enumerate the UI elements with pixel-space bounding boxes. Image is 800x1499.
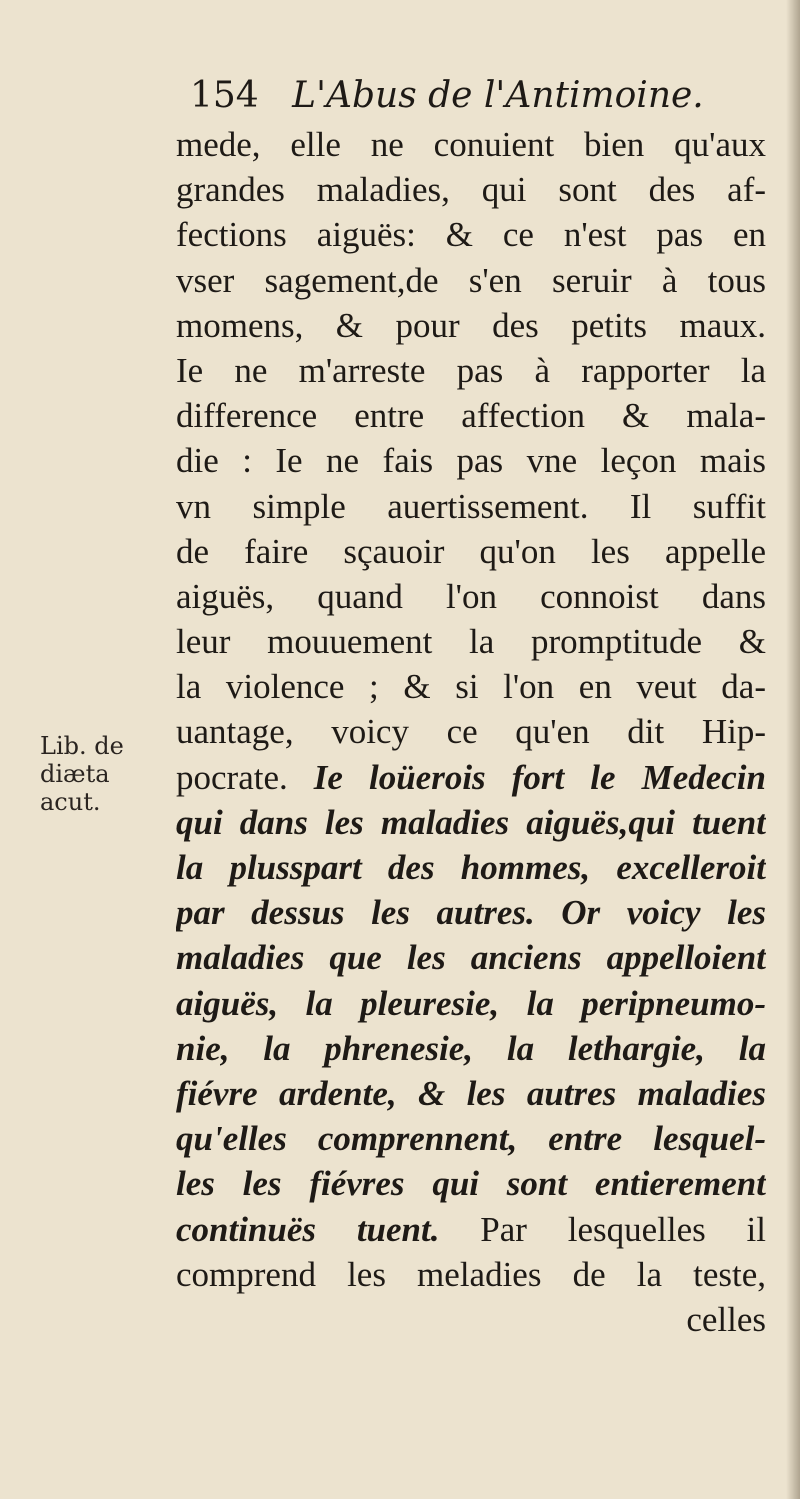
italic-quote-segment: maladies que les anciens appelloient [176,938,766,978]
italic-quote-segment: fiévre ardente, & les autres maladies [176,1073,766,1113]
text-segment: leur mouuement la promptitude & [176,622,766,662]
text-segment: uantage, voicy ce qu'en dit Hip- [176,712,766,752]
text-line [176,529,766,574]
text-line [176,574,766,619]
italic-quote-segment: nie, la phrenesie, la lethargie, la [176,1028,766,1068]
running-header [190,70,750,122]
italic-quote-segment: Ie loüerois fort le Medecin [313,757,766,797]
text-segment: die : Ie ne fais pas vne leçon mais [176,441,766,481]
page-edge-shadow [786,0,800,1499]
italic-quote-segment: continuës tuent. [176,1209,440,1249]
text-line [176,167,766,212]
italic-quote-segment: les les fiévres qui sont entierement [176,1164,766,1204]
text-segment: de faire sçauoir qu'on les appelle [176,531,766,571]
text-line [176,755,766,800]
running-title: L'Abus de l'Antimoine. [292,75,704,116]
italic-quote-segment: qu'elles comprennent, entre lesquel- [176,1119,766,1159]
marginal-note-line: acut. [40,788,101,816]
text-line [176,1297,766,1342]
text-line [176,619,766,664]
text-segment: pocrate. [176,757,314,797]
text-segment: vn simple auertissement. Il suffit [176,486,766,526]
text-segment: mede, elle ne conuient bien qu'aux [176,125,766,164]
text-line [176,1252,766,1297]
text-segment: fections aiguës: & ce n'est pas en [176,215,766,255]
text-segment: aiguës, quand l'on connoist dans [176,576,766,616]
text-line [176,303,766,348]
text-line [176,258,766,303]
text-line [176,1207,766,1252]
text-line [176,935,766,980]
text-segment: celles [686,1299,766,1339]
text-line [176,212,766,257]
italic-quote-segment: aiguës, la pleuresie, la peripneumo- [176,983,766,1023]
text-segment: grandes maladies, qui sont des af- [176,170,766,210]
text-segment: comprend les meladies de la teste, [176,1254,766,1294]
text-line [176,122,766,167]
text-segment: Par lesquelles il [439,1209,766,1249]
marginal-note-line: Lib. de [40,732,124,760]
text-line [176,348,766,393]
text-line [176,890,766,935]
text-line [176,664,766,709]
page-number: 154 [190,75,259,116]
text-line [176,800,766,845]
marginal-note [40,732,160,816]
text-segment: momens, & pour des petits maux. [176,305,766,345]
text-line [176,1026,766,1071]
marginal-note-line: diæta [40,760,110,788]
italic-quote-segment: la plusspart des hommes, excelleroit [176,848,766,887]
text-segment: difference entre affection & mala- [176,396,766,436]
text-segment: la violence ; & si l'on en veut da- [176,667,766,707]
text-line [176,1071,766,1116]
text-line [176,709,766,754]
text-line [176,484,766,529]
text-segment: vser sagement,de s'en seruir à tous [176,260,766,300]
italic-quote-segment: par dessus les autres. Or voicy les [176,893,766,933]
text-line [176,845,766,890]
body-text [176,122,766,1342]
text-line [176,1116,766,1161]
text-line [176,393,766,438]
text-line [176,981,766,1026]
italic-quote-segment: qui dans les maladies aiguës,qui tuent [176,802,766,842]
text-line [176,438,766,483]
text-segment: Ie ne m'arreste pas à rapporter la [176,350,766,390]
text-line [176,1161,766,1206]
